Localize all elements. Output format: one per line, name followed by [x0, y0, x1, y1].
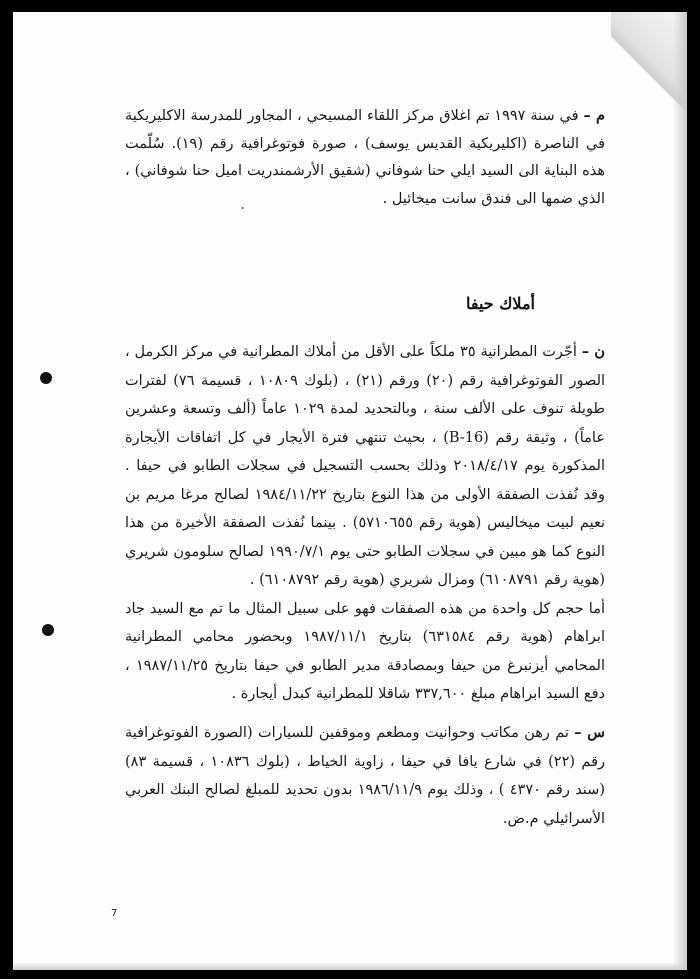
document-page	[13, 12, 687, 970]
paragraph-n-body	[125, 338, 605, 595]
paragraph-s	[125, 719, 605, 833]
paragraph-m-label: م –	[583, 107, 605, 124]
paragraph-s-text: تم رهن مكاتب وحوانيت ومطعم وموقفين للسيارات (الصورة الفوتوغرافية رقم (٢٢) في شارع يافا في حيفا ، زاوية الخياط ، (بلوك ١٠٨٣٦ ، قسيمة ٨٣) (سند رقم ٤٣٧٠ ) ، وذلك يوم ١٩٨٦/١١/٩ بدون تحديد للمبلغ لصالح البنك العربي الأسرائيلي م.ض.	[125, 725, 606, 827]
paragraph-m	[125, 102, 605, 213]
paragraph-n	[125, 338, 605, 709]
paragraph-m-text: في سنة ١٩٩٧ تم اغلاق مركز اللقاء المسيحي ، المجاور للمدرسة الاكليريكية في الناصرة (اكليريكية القديس يوسف) ، صورة فوتوغرافية رقم (١٩). سُلّمت هذه البناية الى السيد ايلي حنا شوفاني (شقيق الأرشمندريت اميل حنا شوفاني) ، الذي ضمها الى فندق سانت ميخائيل .	[125, 108, 605, 207]
paragraph-m-body	[125, 102, 605, 213]
paragraph-s-label: س –	[574, 724, 606, 741]
page-number: 7	[111, 908, 118, 919]
paragraph-s-body	[125, 719, 605, 833]
paragraph-n-text-1: أجّرت المطرانية ٣٥ ملكاً على الأقل من أملاك المطرانية في مركز الكرمل ، الصور الفوتوغرافية رقم (٢٠) ورقم (٢١) ، (بلوك ١٠٨٠٩ ، قسيمة ٧٦) لفترات طويلة تنوف على الألف سنة ، وبالتحديد لمدة ١٠٢٩ عاماً (ألف وتسعة وعشرين عاماً) ، وثيقة رقم (B-16) ، بحيث تنتهي فترة الأيجار في كل اتفاقات الأيجارة المذكورة يوم ٢٠١٨/٤/١٧ وذلك بحسب التسجيل في سجلات الطابو في حيفا . وقد نُفذت الصفقة الأولى من هذا النوع بتاريخ ١٩٨٤/١١/٢٢ لصالح مرغا مريم بن نعيم لبيت ميخاليس (هوية رقم ٥٧١٠٦٥٥) . بينما نُفذت الصفقة الأخيرة من هذا النوع كما هو مبين في سجلات الطابو حتى يوم ١٩٩٠/٧/١ لصالح سلومون شريري (هوية رقم ٦١٠٨٧٩١) ومزال شريري (هوية رقم ٦١٠٨٧٩٢) .	[125, 344, 606, 588]
paragraph-n-text-2: أما حجم كل واحدة من هذه الصفقات فهو على سبيل المثال ما تم مع السيد جاد ابراهام (هوية رقم ٦٣١٥٨٤) بتاريخ ١٩٨٧/١١/١ وبحضور محامي المطرانية المحامي أيزنبرغ من حيفا وبمصادقة مدير الطابو في حيفا بتاريخ ١٩٨٧/١١/٢٥ ، دفع السيد ابراهام مبلغ ٣٣٧,٦٠٠ شاقلا للمطرانية كبدل أيجارة .	[125, 600, 605, 702]
section-heading: أملاك حيفا	[465, 294, 535, 313]
page-edge-shadow	[673, 12, 687, 970]
punch-hole-icon	[42, 624, 54, 636]
punch-hole-icon	[40, 372, 52, 384]
paragraph-n-label: ن –	[581, 343, 605, 360]
page-bottom-edge	[13, 962, 687, 970]
